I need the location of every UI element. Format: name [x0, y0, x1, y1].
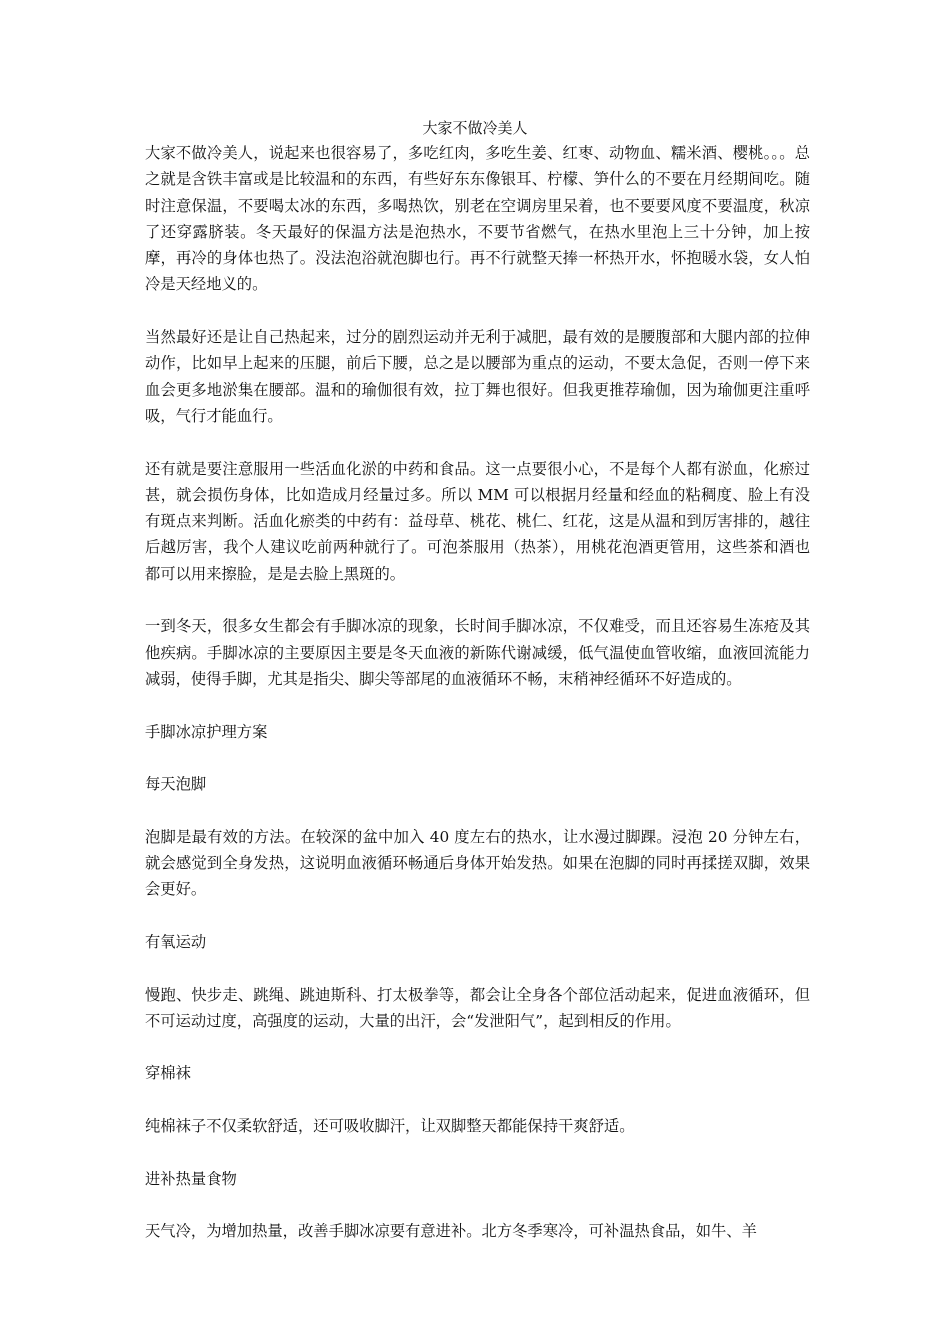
paragraph-gap — [145, 587, 810, 613]
paragraph-gap — [145, 955, 810, 981]
paragraph-exercise: 当然最好还是让自己热起来，过分的剧烈运动并无利于减肥，最有效的是腰腹部和大腿内部的拉伸动作，比如早上起来的压腿，前后下腰，总之是以腰部为重点的运动，不要太急促，否则一停下来血会更多地淤集在腰部。温和的瑜伽很有效，拉丁舞也很好。但我更推荐瑜伽，因为瑜伽更注重呼吸，气行才能血行。 — [145, 328, 810, 425]
document-title: 大家不做冷美人 — [422, 119, 528, 137]
paragraph-gap — [145, 692, 810, 718]
section-heading-aerobic: 有氧运动 — [145, 932, 207, 951]
paragraph-gap — [145, 1192, 810, 1218]
section-body-foot-soak: 泡脚是最有效的方法。在较深的盆中加入 40 度左右的热水，让水漫过脚踝。浸泡 20 分钟左右，就会感觉到全身发热，这说明血液循环畅通后身体开始发热。如果在泡脚的同时再揉搓双脚，效果会更好。 — [145, 827, 810, 899]
paragraph-gap — [145, 745, 810, 771]
paragraph-gap — [145, 298, 810, 324]
section-heading-foot-soak: 每天泡脚 — [145, 775, 207, 794]
paragraph-gap — [145, 903, 810, 929]
section-heading-food: 进补热量食物 — [145, 1169, 237, 1188]
section-body-food: 天气冷，为增加热量，改善手脚冰凉要有意进补。北方冬季寒冷，可补温热食品，如牛、羊 — [145, 1222, 757, 1241]
section-body-aerobic: 慢跑、快步走、跳绳、跳迪斯科、打太极拳等，都会让全身各个部位活动起来，促进血液循环，但不可运动过度，高强度的运动，大量的出汗，会“发泄阳气”，起到相反的作用。 — [145, 985, 810, 1030]
plan-heading: 手脚冰凉护理方案 — [145, 722, 268, 741]
paragraph-gap — [145, 429, 810, 455]
section-body-cotton-socks: 纯棉袜子不仅柔软舒适，还可吸收脚汗，让双脚整天都能保持干爽舒适。 — [145, 1116, 635, 1135]
paragraph-intro: 大家不做冷美人，说起来也很容易了，多吃红肉，多吃生姜、红枣、动物血、糯米酒、樱桃。。。总之就是含铁丰富或是比较温和的东西，有些好东东像银耳、柠檬、笋什么的不要在月经期间吃。随时注意保温，不要喝太冰的东西，多喝热饮，别老在空调房里呆着，也不要要风度不要温度，秋凉了还穿露脐装。冬天最好的保温方法是泡热水，不要节省燃气，在热水里泡上三十分钟，加上按摩，再冷的身体也热了。没法泡浴就泡脚也行。再不行就整天捧一杯热开水，怀抱暖水袋，女人怕冷是天经地义的。 — [145, 144, 810, 294]
document-body — [145, 140, 810, 1244]
paragraph-gap — [145, 1034, 810, 1060]
paragraph-gap — [145, 797, 810, 823]
paragraph-gap — [145, 1087, 810, 1113]
section-heading-cotton-socks: 穿棉袜 — [145, 1064, 191, 1083]
paragraph-herbs: 还有就是要注意服用一些活血化淤的中药和食品。这一点要很小心，不是每个人都有淤血，化瘀过甚，就会损伤身体，比如造成月经量过多。所以 MM 可以根据月经量和经血的粘稠度、脸上有没有斑点来判断。活血化瘀类的中药有：益母草、桃花、桃仁、红花，这是从温和到厉害排的，越往后越厉害，我个人建议吃前两种就行了。可泡茶服用（热茶），用桃花泡酒更管用，这些茶和酒也都可以用来擦脸，是是去脸上黑斑的。 — [145, 459, 810, 583]
paragraph-cold-hands: 一到冬天，很多女生都会有手脚冰凉的现象，长时间手脚冰凉，不仅难受，而且还容易生冻疮及其他疾病。手脚冰凉的主要原因主要是冬天血液的新陈代谢减缓，低气温使血管收缩，血液回流能力减弱，使得手脚，尤其是指尖、脚尖等部尾的血液循环不畅，末稍神经循环不好造成的。 — [145, 617, 810, 688]
paragraph-gap — [145, 1139, 810, 1165]
